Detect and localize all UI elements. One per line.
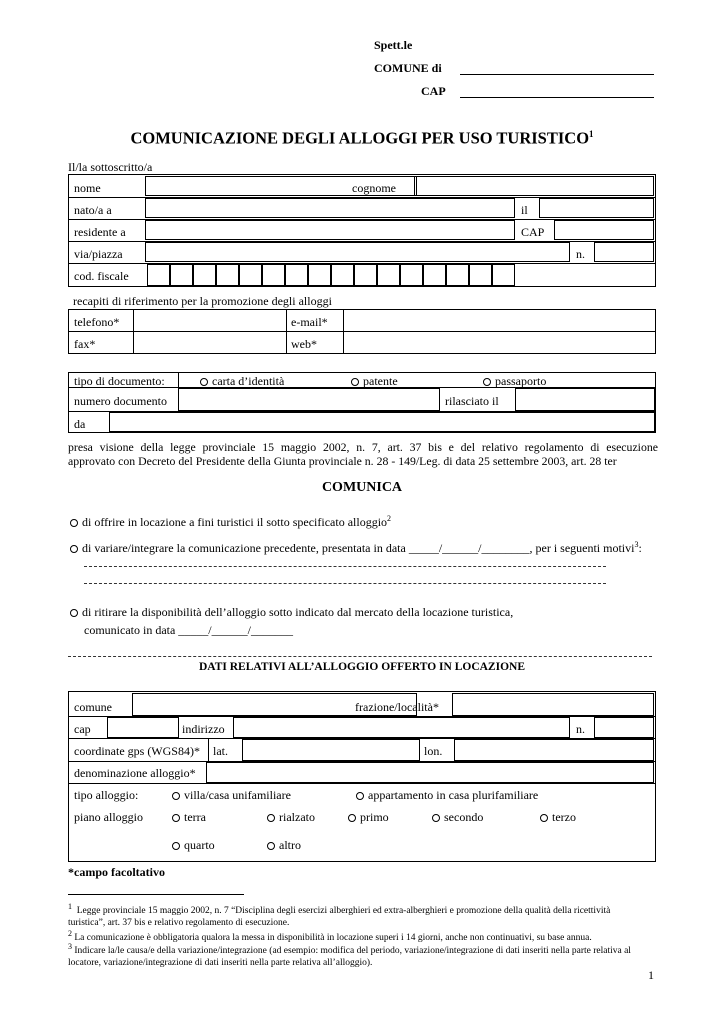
radio-villa[interactable]: villa/casa unifamiliare <box>172 788 291 802</box>
numero-documento-label: numero documento <box>74 394 167 408</box>
option-offrire[interactable]: di offrire in locazione a fini turistici il sotto specificato alloggio$^2$ <box>70 512 391 529</box>
denominazione-input[interactable] <box>206 762 654 783</box>
data-nascita-input[interactable] <box>539 198 654 218</box>
comunica-heading: COMUNICA <box>321 480 403 495</box>
cod-fiscale-cells[interactable] <box>147 264 515 286</box>
alloggio-table <box>68 691 656 862</box>
radio-circle-icon <box>432 814 440 822</box>
residente-label: residente a <box>74 225 126 239</box>
web-label: web* <box>291 337 317 351</box>
indirizzo-input[interactable] <box>233 717 570 738</box>
contacts-table <box>68 309 656 354</box>
radio-circle-icon <box>351 378 359 386</box>
tipo-documento-label: tipo di documento: <box>74 374 165 388</box>
telefono-label: telefono* <box>74 315 120 329</box>
recipient-spett: Spett.le <box>374 38 413 52</box>
frazione-input[interactable] <box>452 693 654 716</box>
footnote-2: $^2$ La comunicazione è obbligatoria qualora la messa in disponibilità in locazione superi i 14 giorni, anche non continuativi, su base annua. <box>68 929 592 944</box>
alloggio-cap-label: cap <box>74 722 91 736</box>
indirizzo-label: indirizzo <box>182 722 225 736</box>
residente-input[interactable] <box>145 220 515 240</box>
radio-circle-icon <box>483 378 491 386</box>
radio-piano-altro[interactable]: altro <box>267 838 301 852</box>
numero-civico-input[interactable] <box>594 242 654 262</box>
option-ritirare[interactable]: di ritirare la disponibilità dell’alloggio sotto indicato dal mercato della locazione turistica, <box>70 605 513 619</box>
numero-documento-input[interactable] <box>178 388 440 411</box>
page-number: 1 <box>648 968 654 982</box>
alloggio-numero-input[interactable] <box>594 717 654 738</box>
lat-label: lat. <box>213 744 228 758</box>
radio-circle-icon <box>70 545 78 553</box>
email-label: e-mail* <box>291 315 328 329</box>
footnote-3: $^3$ Indicare la/le causa/e della variazione/integrazione (ad esempio: modifica del periodo, variazione/integrazione di dati inseriti nella parte relativa al locatore, variazione/integrazione di dati inseriti nella parte relativa all’alloggio). <box>68 942 631 969</box>
denominazione-label: denominazione alloggio* <box>74 766 196 780</box>
gps-label: coordinate gps (WGS84)* <box>74 744 200 758</box>
lon-label: lon. <box>424 744 443 758</box>
rilasciato-label: rilasciato il <box>445 394 499 408</box>
motivi-line-2[interactable] <box>84 583 606 584</box>
alloggio-numero-label: n. <box>576 722 585 736</box>
option-ritirare-date[interactable]: comunicato in data _____/______/_______ <box>84 623 293 637</box>
legal-text-line-1: presa visione della legge provinciale 15 maggio 2002, n. 7, art. 37 bis e del relativo regolamento di esecuzione <box>68 440 658 454</box>
cod-fiscale-label: cod. fiscale <box>74 269 129 283</box>
radio-patente[interactable]: patente <box>351 374 398 388</box>
radio-passaporto[interactable]: passaporto <box>483 374 546 388</box>
frazione-label: frazione/località* <box>355 700 439 714</box>
radio-circle-icon <box>267 842 275 850</box>
radio-appartamento[interactable]: appartamento in casa plurifamiliare <box>356 788 538 802</box>
radio-piano-terzo[interactable]: terzo <box>540 810 576 824</box>
alloggio-cap-input[interactable] <box>107 717 179 738</box>
piano-alloggio-label: piano alloggio <box>74 810 143 824</box>
alloggio-heading: DATI RELATIVI ALL’ALLOGGIO OFFERTO IN LOCAZIONE <box>198 661 526 673</box>
recipient-comune-label: COMUNE di <box>374 61 442 75</box>
radio-circle-icon <box>70 609 78 617</box>
rilasciato-da-input[interactable] <box>109 412 655 432</box>
rilasciato-input[interactable] <box>515 388 655 411</box>
cognome-input[interactable] <box>414 176 654 196</box>
alloggio-comune-label: comune <box>74 700 112 714</box>
campo-facoltativo-note: *campo facoltativo <box>68 865 165 879</box>
radio-circle-icon <box>172 842 180 850</box>
radio-circle-icon <box>200 378 208 386</box>
option-variare[interactable]: di variare/integrare la comunicazione precedente, presentata in data _____/______/________, per i seguenti motivi$^3$: <box>70 538 642 555</box>
footnote-1: $^1$ Legge provinciale 15 maggio 2002, n. 7 “Disciplina degli esercizi alberghieri ed extra-alberghieri e promozione della qualità della ricettività turistica”, art. 37 bis e relativo regolamento di esecuzione. <box>68 902 611 929</box>
radio-piano-secondo[interactable]: secondo <box>432 810 483 824</box>
radio-piano-rialzato[interactable]: rialzato <box>267 810 315 824</box>
radio-circle-icon <box>540 814 548 822</box>
recipient-comune-field[interactable] <box>460 74 654 75</box>
via-input[interactable] <box>145 242 570 262</box>
radio-carta-identita[interactable]: carta d’identità <box>200 374 284 388</box>
recapiti-intro: recapiti di riferimento per la promozione degli alloggi <box>73 294 332 308</box>
nome-label: nome <box>74 181 101 195</box>
rilasciato-da-label: da <box>74 417 86 431</box>
radio-circle-icon <box>172 814 180 822</box>
fax-label: fax* <box>74 337 96 351</box>
web-input[interactable] <box>344 332 655 353</box>
lon-input[interactable] <box>454 739 654 761</box>
nato-input[interactable] <box>145 198 515 218</box>
nato-label: nato/a a <box>74 203 112 217</box>
radio-circle-icon <box>348 814 356 822</box>
document-table <box>68 372 656 433</box>
fax-input[interactable] <box>134 332 286 353</box>
cognome-label: cognome <box>352 181 396 195</box>
section-divider <box>68 656 652 657</box>
footnote-separator <box>68 894 244 895</box>
radio-piano-primo[interactable]: primo <box>348 810 389 824</box>
via-label: via/piazza <box>74 247 123 261</box>
page-title: COMUNICAZIONE DEGLI ALLOGGI PER USO TURISTICO$^1$ <box>130 128 594 148</box>
radio-piano-terra[interactable]: terra <box>172 810 206 824</box>
personal-data-table <box>68 174 656 287</box>
numero-civico-label: n. <box>576 247 585 261</box>
cap-input[interactable] <box>554 220 654 240</box>
motivi-line-1[interactable] <box>84 566 606 567</box>
recipient-cap-field[interactable] <box>460 97 654 98</box>
recipient-cap-label: CAP <box>421 84 446 98</box>
radio-circle-icon <box>172 792 180 800</box>
radio-circle-icon <box>267 814 275 822</box>
email-input[interactable] <box>344 310 655 331</box>
legal-text-line-2: approvato con Decreto del Presidente della Giunta provinciale n. 28 - 149/Leg. di data 25 settembre 2003, art. 28 ter <box>68 454 617 468</box>
il-label: il <box>521 203 528 217</box>
radio-circle-icon <box>356 792 364 800</box>
lat-input[interactable] <box>242 739 420 761</box>
telefono-input[interactable] <box>134 310 286 331</box>
radio-circle-icon <box>70 519 78 527</box>
radio-piano-quarto[interactable]: quarto <box>172 838 215 852</box>
tipo-alloggio-label: tipo alloggio: <box>74 788 139 802</box>
cap-label: CAP <box>521 225 545 239</box>
sottoscritto-intro: Il/la sottoscritto/a <box>68 160 153 174</box>
